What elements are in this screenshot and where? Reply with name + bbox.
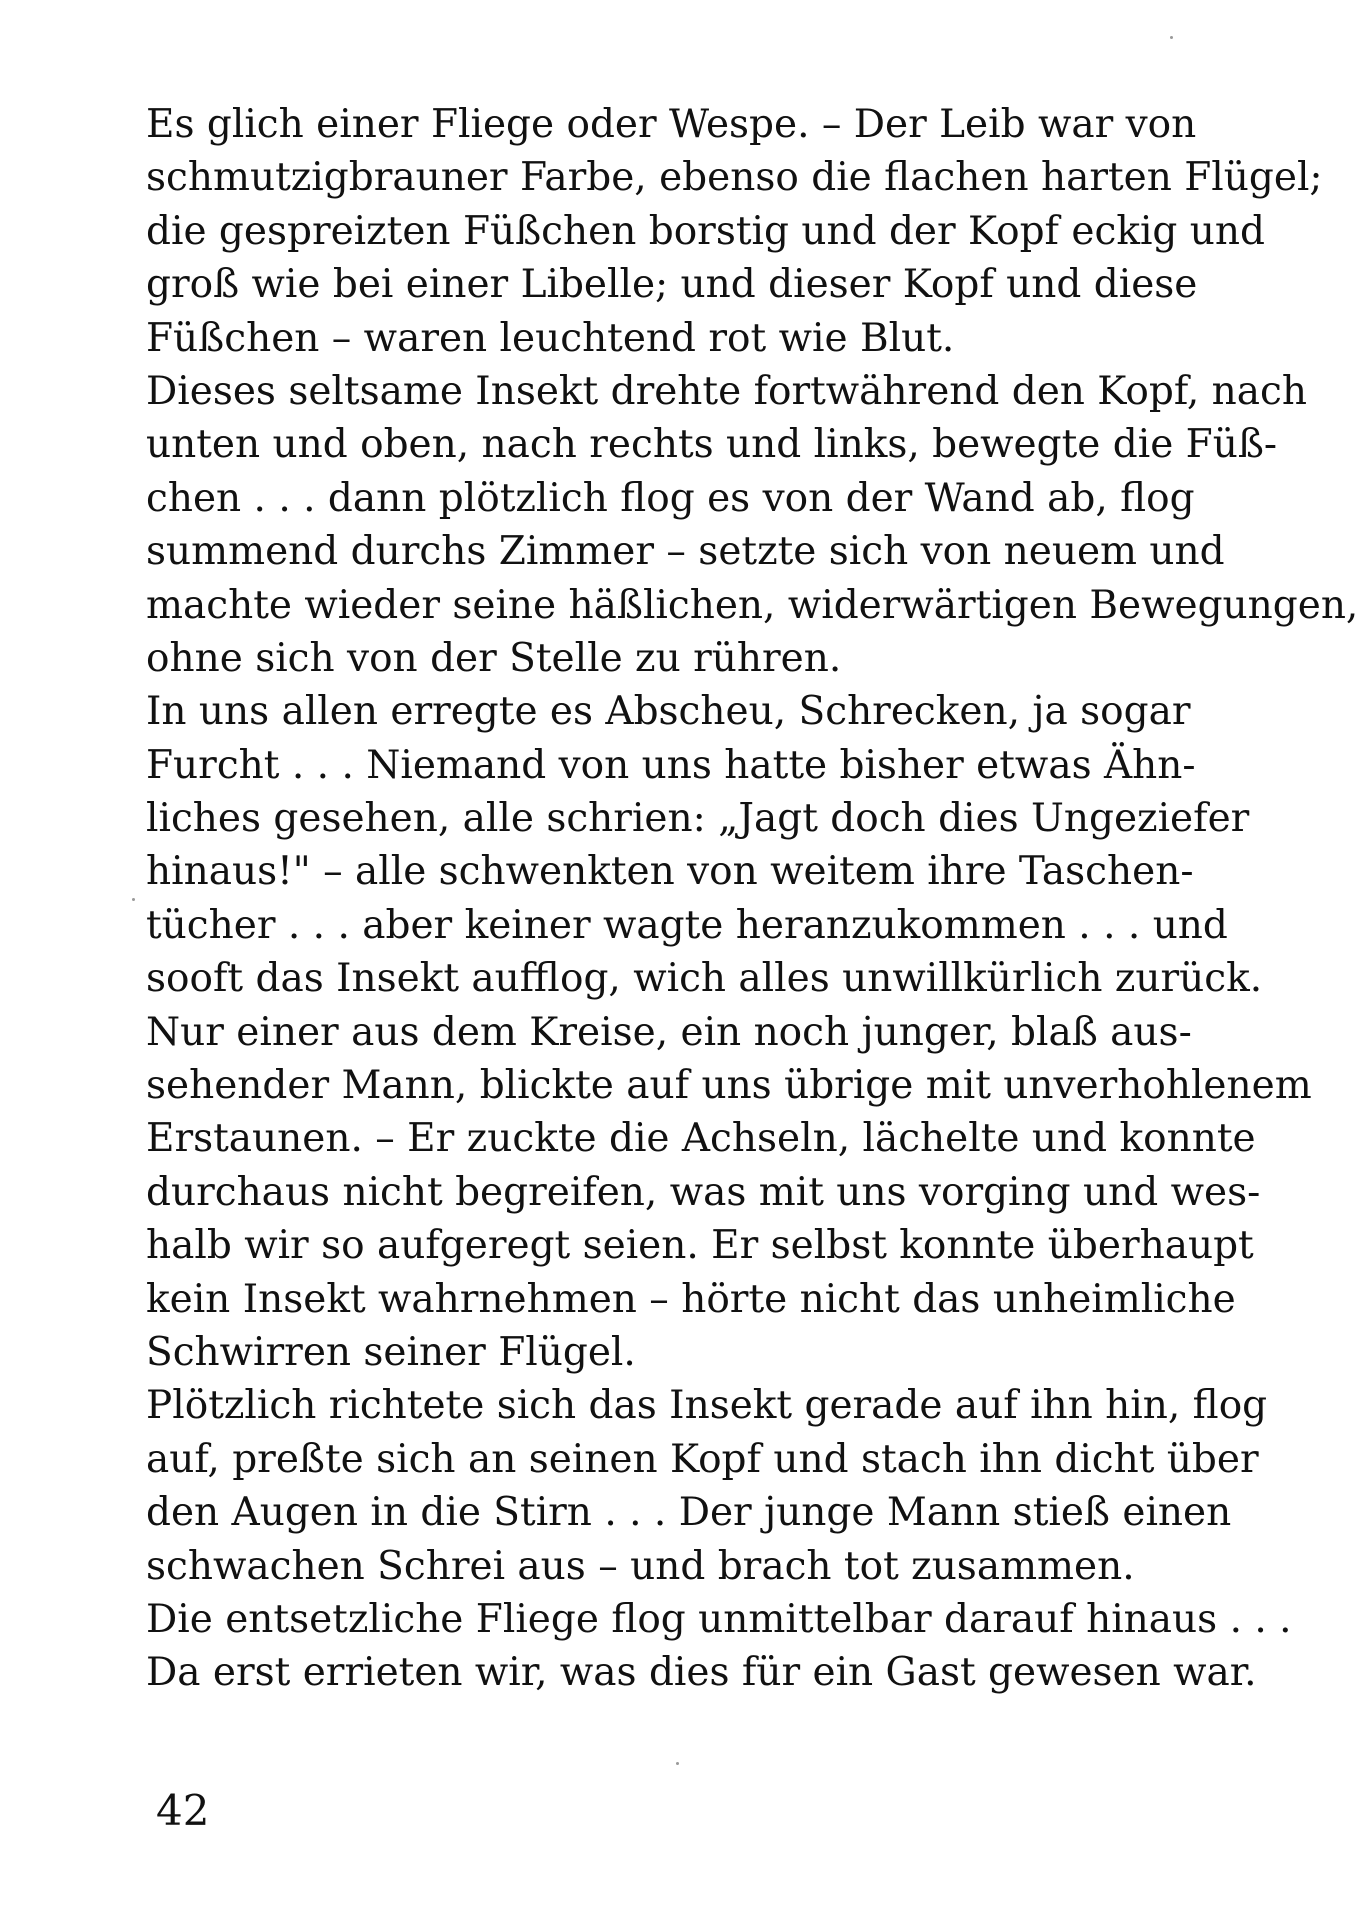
text-line: Furcht . . . Niemand von uns hatte bisher etwas Ähn- — [146, 742, 1196, 788]
text-line: sooft das Insekt aufflog, wich alles unwillkürlich zurück. — [146, 956, 1263, 1002]
text-line: summend durchs Zimmer – setzte sich von neuem und — [146, 529, 1225, 575]
text-line: Schwirren seiner Flügel. — [146, 1329, 636, 1375]
text-line: groß wie bei einer Libelle; und dieser Kopf und diese — [146, 262, 1198, 308]
text-line: unten und oben, nach rechts und links, bewegte die Füß- — [146, 422, 1278, 468]
text-line: den Augen in die Stirn . . . Der junge Mann stieß einen — [146, 1490, 1232, 1536]
text-line: durchaus nicht begreifen, was mit uns vorging und wes- — [146, 1169, 1261, 1215]
text-line: kein Insekt wahrnehmen – hörte nicht das unheimliche — [146, 1276, 1236, 1322]
paper-speck — [132, 898, 135, 901]
text-line: Füßchen – waren leuchtend rot wie Blut. — [146, 315, 955, 361]
body-text — [146, 98, 1358, 1700]
text-line: schmutzigbrauner Farbe, ebenso die flachen harten Flügel; — [146, 155, 1323, 201]
text-line: schwachen Schrei aus – und brach tot zusammen. — [146, 1543, 1135, 1589]
text-line: Plötzlich richtete sich das Insekt gerade auf ihn hin, flog — [146, 1383, 1268, 1429]
text-line: ohne sich von der Stelle zu rühren. — [146, 635, 842, 681]
text-line: auf, preßte sich an seinen Kopf und stach ihn dicht über — [146, 1436, 1259, 1482]
text-line: die gespreizten Füßchen borstig und der Kopf eckig und — [146, 208, 1265, 254]
text-line: chen . . . dann plötzlich flog es von der Wand ab, flog — [146, 475, 1195, 521]
text-line: machte wieder seine häßlichen, widerwärtigen Bewegungen, — [146, 582, 1358, 628]
text-line: liches gesehen, alle schrien: „Jagt doch dies Ungeziefer — [146, 796, 1250, 842]
text-line: sehender Mann, blickte auf uns übrige mit unverhohlenem — [146, 1063, 1312, 1109]
paper-speck — [676, 1762, 679, 1765]
page-number: 42 — [156, 1786, 210, 1835]
text-line: Erstaunen. – Er zuckte die Achseln, lächelte und konnte — [146, 1116, 1256, 1162]
text-line: In uns allen erregte es Abscheu, Schrecken, ja sogar — [146, 689, 1191, 735]
text-line: Da erst errieten wir, was dies für ein Gast gewesen war. — [146, 1650, 1257, 1696]
text-line: hinaus!" – alle schwenkten von weitem ihre Taschen- — [146, 849, 1194, 895]
paper-speck — [1170, 36, 1173, 39]
text-line: tücher . . . aber keiner wagte heranzukommen . . . und — [146, 902, 1228, 948]
text-line: halb wir so aufgeregt seien. Er selbst konnte überhaupt — [146, 1223, 1254, 1269]
text-line: Es glich einer Fliege oder Wespe. – Der Leib war von — [146, 102, 1197, 147]
text-line: Nur einer aus dem Kreise, ein noch junger, blaß aus- — [146, 1009, 1192, 1055]
text-line: Dieses seltsame Insekt drehte fortwährend den Kopf, nach — [146, 368, 1308, 414]
text-line: Die entsetzliche Fliege flog unmittelbar darauf hinaus . . . — [146, 1596, 1292, 1642]
